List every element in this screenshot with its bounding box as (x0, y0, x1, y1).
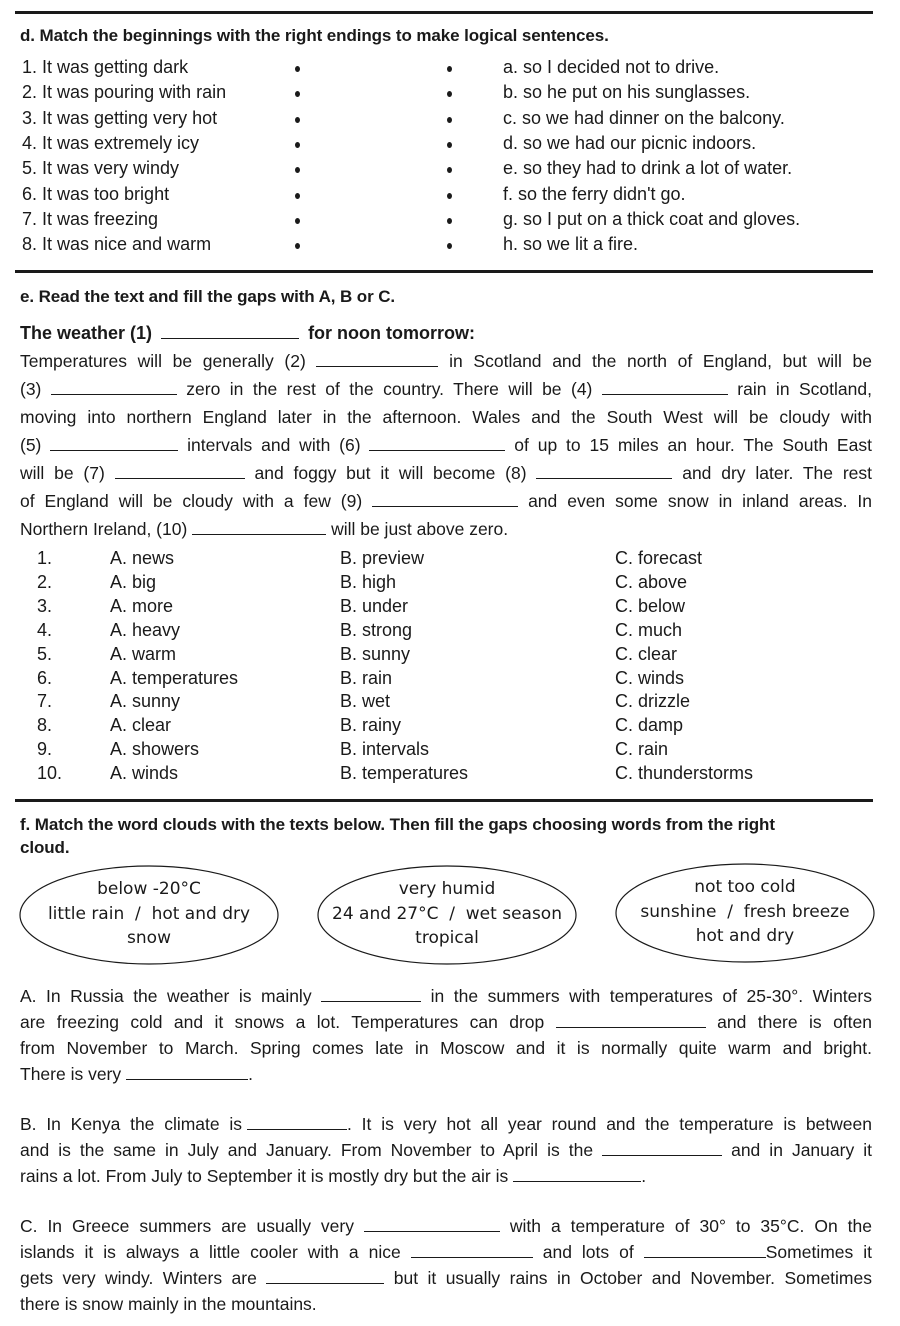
text-fragment: and even some snow in inland areas. In (528, 491, 873, 511)
section-f-heading-line2: cloud. (20, 838, 70, 857)
option-b[interactable]: B. rain (340, 667, 393, 688)
cloud-word: hot and dry (695, 926, 795, 946)
text-fragment: B. In Kenya the climate is (20, 1114, 243, 1134)
option-a[interactable]: A. more (110, 595, 174, 616)
question-number: 4. (37, 619, 53, 640)
option-c[interactable]: C. thunderstorms (615, 763, 754, 784)
gap-10[interactable] (192, 520, 326, 535)
forecast-line (20, 375, 872, 403)
match-dot-right[interactable] (447, 167, 452, 173)
gap-7[interactable] (115, 464, 245, 479)
text-line (20, 983, 872, 1009)
match-dot-right[interactable] (447, 117, 452, 123)
divider-e-f (15, 799, 873, 802)
text-fragment: and in January it (731, 1140, 872, 1160)
matching-row (0, 158, 900, 183)
cloud-word: below -20°C (97, 879, 201, 899)
sentence-beginning: 4. It was extremely icy (22, 132, 200, 153)
option-b[interactable]: B. intervals (340, 739, 430, 760)
option-c[interactable]: C. forecast (615, 548, 703, 568)
cloud-word: 24 and 27°C / wet season (332, 904, 562, 924)
text-fragment: . (641, 1166, 647, 1186)
text-line (20, 1061, 872, 1087)
text-fragment: intervals and with (6) (187, 435, 361, 455)
word-cloud-1 (18, 864, 280, 966)
text-fragment: from November to March. Spring comes late in Moscow and it is normally quite warm and bright. (20, 1038, 872, 1058)
option-b[interactable]: B. rainy (340, 715, 402, 736)
text-c-greece (20, 1213, 872, 1317)
option-c[interactable]: C. rain (615, 739, 669, 760)
text-fragment: Sometimes it (765, 1242, 873, 1262)
match-dot-left[interactable] (295, 91, 300, 97)
text-fragment: of up to 15 miles an hour. The South East (514, 435, 872, 455)
sentence-ending: d. so we had our picnic indoors. (503, 132, 757, 153)
gap-3[interactable] (51, 380, 177, 395)
option-a[interactable]: A. warm (110, 643, 177, 664)
text-fragment: will be just above zero. (331, 519, 509, 539)
forecast-title-pre: The weather (1) (20, 323, 153, 343)
text-fragment: (5) (20, 435, 42, 455)
text-fragment: will be (7) (20, 463, 105, 483)
question-number: 1. (37, 548, 53, 568)
text-fragment: rain in Scotland, (737, 379, 872, 399)
cloud-word: tropical (415, 928, 479, 948)
options-row (0, 739, 900, 763)
option-b[interactable]: B. temperatures (340, 763, 469, 784)
sentence-ending: h. so we lit a fire. (503, 234, 639, 255)
match-dot-right[interactable] (447, 142, 452, 148)
text-fragment: A. In Russia the weather is mainly (20, 986, 312, 1006)
gap-8[interactable] (536, 464, 672, 479)
text-fragment: and is the same in July and January. From November to April is the (20, 1140, 594, 1160)
text-fragment: moving into northern England later in the afternoon. Wales and the South West will be cloudy with (20, 407, 872, 427)
text-fragment: and lots of (542, 1242, 634, 1262)
text-line (20, 1291, 872, 1317)
option-a[interactable]: A. winds (110, 763, 179, 784)
match-dot-right[interactable] (447, 193, 452, 199)
option-a[interactable]: A. temperatures (110, 667, 239, 688)
divider-d-e (15, 270, 873, 273)
option-b[interactable]: B. sunny (340, 643, 411, 664)
options-row (0, 668, 900, 692)
match-dot-left[interactable] (295, 117, 300, 123)
forecast-line (20, 487, 872, 515)
gap-a2[interactable] (556, 1013, 706, 1028)
gap-4[interactable] (602, 380, 728, 395)
option-b[interactable]: B. under (340, 595, 409, 616)
cloud-word: not too cold (694, 877, 796, 897)
word-cloud-2 (316, 864, 578, 966)
question-number: 2. (37, 571, 53, 592)
gap-c2[interactable] (411, 1243, 533, 1258)
option-a[interactable]: A. sunny (110, 691, 181, 712)
options-row (0, 691, 900, 715)
option-b[interactable]: B. strong (340, 619, 413, 640)
text-line (20, 1239, 872, 1265)
match-dot-right[interactable] (447, 243, 452, 249)
matching-row (0, 133, 900, 158)
sentence-beginning: 5. It was very windy (22, 158, 180, 179)
text-fragment: . It is very hot all year round and the temperature is between (347, 1114, 872, 1134)
text-fragment: rains a lot. From July to September it is mostly dry but the air is (20, 1166, 509, 1186)
text-fragment: with a temperature of 30° to 35°C. On the (509, 1216, 872, 1236)
forecast-title (20, 323, 475, 344)
option-a[interactable]: A. news (110, 548, 175, 568)
gap-5[interactable] (50, 436, 178, 451)
text-line (20, 1035, 872, 1061)
text-fragment: of England will be cloudy with a few (9) (20, 491, 363, 511)
forecast-line (20, 347, 872, 375)
question-number: 8. (37, 715, 53, 736)
matching-row (0, 184, 900, 209)
text-fragment: are freezing cold and it snows a lot. Temperatures can drop (20, 1012, 545, 1032)
gap-9[interactable] (372, 492, 518, 507)
text-b-kenya (20, 1111, 872, 1189)
option-c[interactable]: C. damp (615, 715, 684, 736)
text-fragment: Northern Ireland, (10) (20, 519, 188, 539)
forecast-title-post: for noon tomorrow: (308, 323, 476, 343)
match-dot-right[interactable] (447, 91, 452, 97)
text-fragment: and foggy but it will become (8) (254, 463, 527, 483)
options-row (0, 620, 900, 644)
text-fragment: there is snow mainly in the mountains. (20, 1294, 317, 1314)
sentence-beginning: 7. It was freezing (22, 208, 159, 229)
question-number: 9. (37, 739, 53, 760)
match-dot-right[interactable] (447, 66, 452, 72)
options-row (0, 572, 900, 596)
text-fragment: gets very windy. Winters are (20, 1268, 257, 1288)
sentence-ending: g. so I put on a thick coat and gloves. (503, 208, 801, 229)
text-fragment: . (248, 1064, 254, 1084)
match-dot-left[interactable] (295, 142, 300, 148)
text-fragment: and there is often (717, 1012, 872, 1032)
match-dot-left[interactable] (295, 167, 300, 173)
text-line (20, 1009, 872, 1035)
cloud-word: little rain / hot and dry (47, 904, 251, 924)
sentence-beginning: 3. It was getting very hot (22, 107, 218, 128)
text-fragment: There is very (20, 1064, 122, 1084)
gap-c4[interactable] (266, 1269, 384, 1284)
text-fragment: in the summers with temperatures of 25-30°. Winters (430, 986, 872, 1006)
sentence-ending: f. so the ferry didn't go. (503, 183, 686, 204)
text-line (20, 1213, 872, 1239)
options-row (0, 596, 900, 620)
option-a[interactable]: A. heavy (110, 619, 181, 640)
sentence-ending: b. so he put on his sunglasses. (503, 82, 751, 103)
match-dot-left[interactable] (295, 218, 300, 224)
gap-b3[interactable] (513, 1167, 641, 1182)
matching-row (0, 209, 900, 234)
options-row (0, 644, 900, 668)
text-fragment: and dry later. The rest (682, 463, 872, 483)
text-fragment: islands it is always a little cooler with a nice (20, 1242, 401, 1262)
text-line (20, 1137, 872, 1163)
question-number: 7. (37, 691, 53, 712)
sentence-beginning: 2. It was pouring with rain (22, 82, 227, 103)
text-line (20, 1163, 872, 1189)
section-e-heading: e. Read the text and fill the gaps with A, B or C. (20, 287, 396, 306)
sentence-beginning: 1. It was getting dark (22, 57, 189, 77)
option-a[interactable]: A. showers (110, 739, 200, 760)
match-dot-right[interactable] (447, 218, 452, 224)
option-c[interactable]: C. drizzle (615, 691, 691, 712)
sentence-ending: e. so they had to drink a lot of water. (503, 158, 793, 179)
option-b[interactable]: B. preview (340, 548, 425, 568)
match-dot-left[interactable] (295, 243, 300, 249)
matching-row (0, 82, 900, 107)
gap-b2[interactable] (602, 1141, 722, 1156)
word-cloud-3 (614, 862, 876, 964)
sentence-beginning: 6. It was too bright (22, 183, 170, 204)
options-row (0, 548, 900, 572)
question-number: 5. (37, 643, 53, 664)
option-c[interactable]: C. winds (615, 667, 685, 688)
question-number: 10. (37, 763, 63, 784)
gap-c1[interactable] (364, 1217, 500, 1232)
section-f-heading-line1: f. Match the word clouds with the texts below. Then fill the gaps choosing words from the right (20, 815, 775, 834)
text-line (20, 1111, 872, 1137)
text-fragment: zero in the rest of the country. There will be (4) (186, 379, 593, 399)
sentence-ending: a. so I decided not to drive. (503, 57, 720, 77)
options-row (0, 715, 900, 739)
sentence-beginning: 8. It was nice and warm (22, 234, 212, 255)
match-dot-left[interactable] (295, 66, 300, 72)
text-fragment: but it usually rains in October and November. Sometimes (393, 1268, 872, 1288)
forecast-line (20, 515, 872, 543)
cloud-word: very humid (398, 879, 496, 899)
matching-row (0, 108, 900, 133)
gap-c3[interactable] (644, 1243, 766, 1258)
question-number: 3. (37, 595, 53, 616)
gap-a1[interactable] (321, 987, 421, 1002)
text-fragment: (3) (20, 379, 42, 399)
gap-a3[interactable] (126, 1065, 248, 1080)
forecast-text (20, 347, 872, 543)
gap-2[interactable] (316, 352, 438, 367)
matching-row (0, 57, 900, 82)
gap-b1[interactable] (247, 1115, 347, 1130)
option-c[interactable]: C. above (615, 571, 688, 592)
text-fragment: C. In Greece summers are usually very (20, 1216, 354, 1236)
text-fragment: Temperatures will be generally (2) (20, 351, 306, 371)
section-d-heading: d. Match the beginnings with the right endings to make logical sentences. (20, 26, 609, 45)
forecast-line (20, 459, 872, 487)
option-c[interactable]: C. below (615, 595, 686, 616)
text-line (20, 1265, 872, 1291)
match-dot-left[interactable] (295, 193, 300, 199)
gap-1[interactable] (161, 324, 299, 339)
option-c[interactable]: C. much (615, 619, 683, 640)
cloud-word: snow (127, 928, 171, 948)
text-fragment: in Scotland and the north of England, but will be (449, 351, 872, 371)
gap-6[interactable] (369, 436, 505, 451)
option-a[interactable]: A. clear (110, 715, 172, 736)
option-b[interactable]: B. wet (340, 691, 391, 712)
sentence-ending: c. so we had dinner on the balcony. (503, 107, 785, 128)
forecast-line (20, 403, 872, 431)
question-number: 6. (37, 667, 53, 688)
options-row (0, 763, 900, 787)
matching-row (0, 234, 900, 259)
option-b[interactable]: B. high (340, 571, 397, 592)
text-a-russia (20, 983, 872, 1087)
top-divider (15, 11, 873, 14)
option-a[interactable]: A. big (110, 571, 157, 592)
option-c[interactable]: C. clear (615, 643, 678, 664)
forecast-line (20, 431, 872, 459)
cloud-word: sunshine / fresh breeze (640, 902, 850, 922)
